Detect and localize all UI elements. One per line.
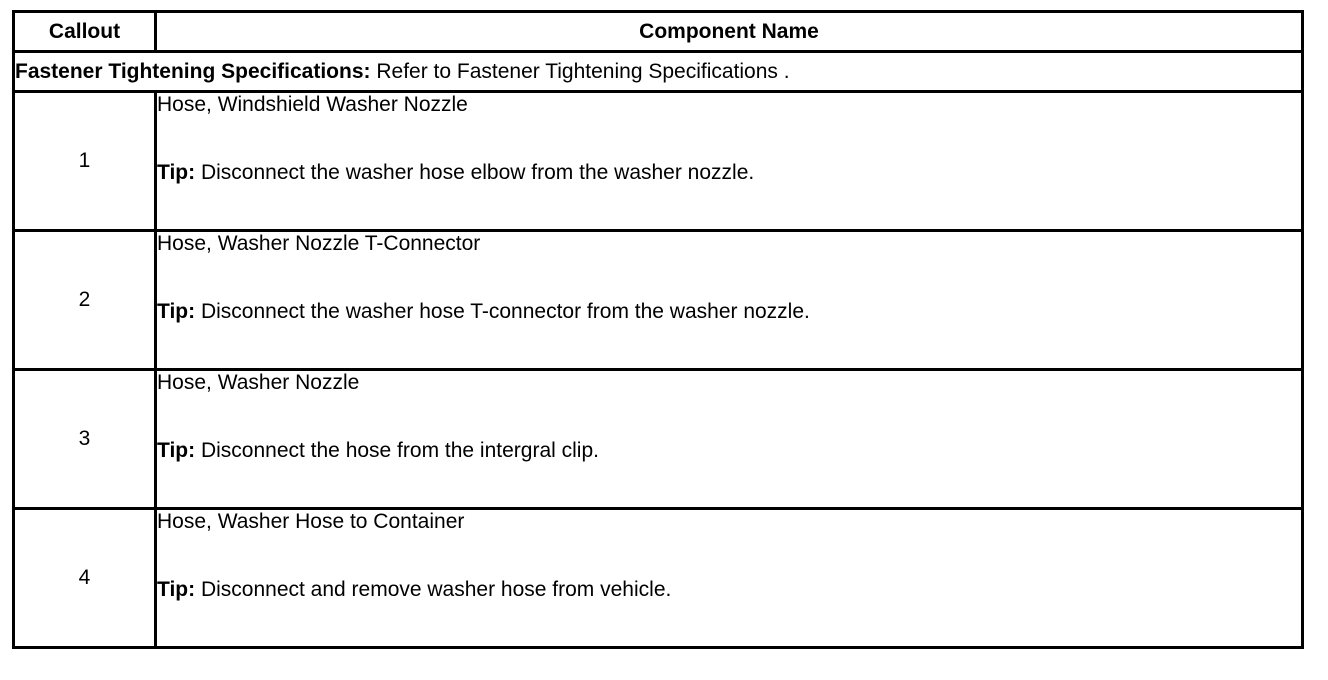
- component-description: [156, 370, 1303, 509]
- component-name: Hose, Windshield Washer Nozzle: [157, 93, 468, 116]
- tip-line: [157, 161, 1301, 185]
- callout-number: 1: [14, 92, 156, 231]
- tip-label: Tip:: [157, 161, 196, 184]
- tip-text: Disconnect the hose from the intergral clip.: [195, 439, 599, 462]
- table-row: [14, 92, 1303, 231]
- table-row: [14, 231, 1303, 370]
- component-name: Hose, Washer Nozzle T-Connector: [157, 232, 481, 255]
- fastener-spec-text: Refer to Fastener Tightening Specifications .: [370, 59, 790, 83]
- tip-text: Disconnect the washer hose elbow from the washer nozzle.: [195, 161, 755, 184]
- callout-number: 3: [14, 370, 156, 509]
- component-name-column-header: Component Name: [156, 12, 1303, 52]
- tip-line: [157, 300, 1301, 324]
- table-row: [14, 370, 1303, 509]
- tip-text: Disconnect and remove washer hose from vehicle.: [195, 578, 672, 601]
- tip-label: Tip:: [157, 578, 196, 601]
- callout-column-header: Callout: [14, 12, 156, 52]
- fastener-spec-cell: [14, 52, 1303, 92]
- component-table: [12, 10, 1304, 649]
- component-description: [156, 509, 1303, 648]
- callout-number: 2: [14, 231, 156, 370]
- component-description: [156, 231, 1303, 370]
- tip-text: Disconnect the washer hose T-connector from the washer nozzle.: [195, 300, 810, 323]
- component-description: [156, 92, 1303, 231]
- component-name: Hose, Washer Hose to Container: [157, 510, 465, 533]
- fastener-spec-row: [14, 52, 1303, 92]
- tip-line: [157, 578, 1301, 602]
- tip-label: Tip:: [157, 300, 196, 323]
- fastener-spec-label: Fastener Tightening Specifications:: [15, 59, 371, 83]
- header-row: [14, 12, 1303, 52]
- tip-label: Tip:: [157, 439, 196, 462]
- tip-line: [157, 439, 1301, 463]
- table-row: [14, 509, 1303, 648]
- callout-number: 4: [14, 509, 156, 648]
- component-name: Hose, Washer Nozzle: [157, 371, 360, 394]
